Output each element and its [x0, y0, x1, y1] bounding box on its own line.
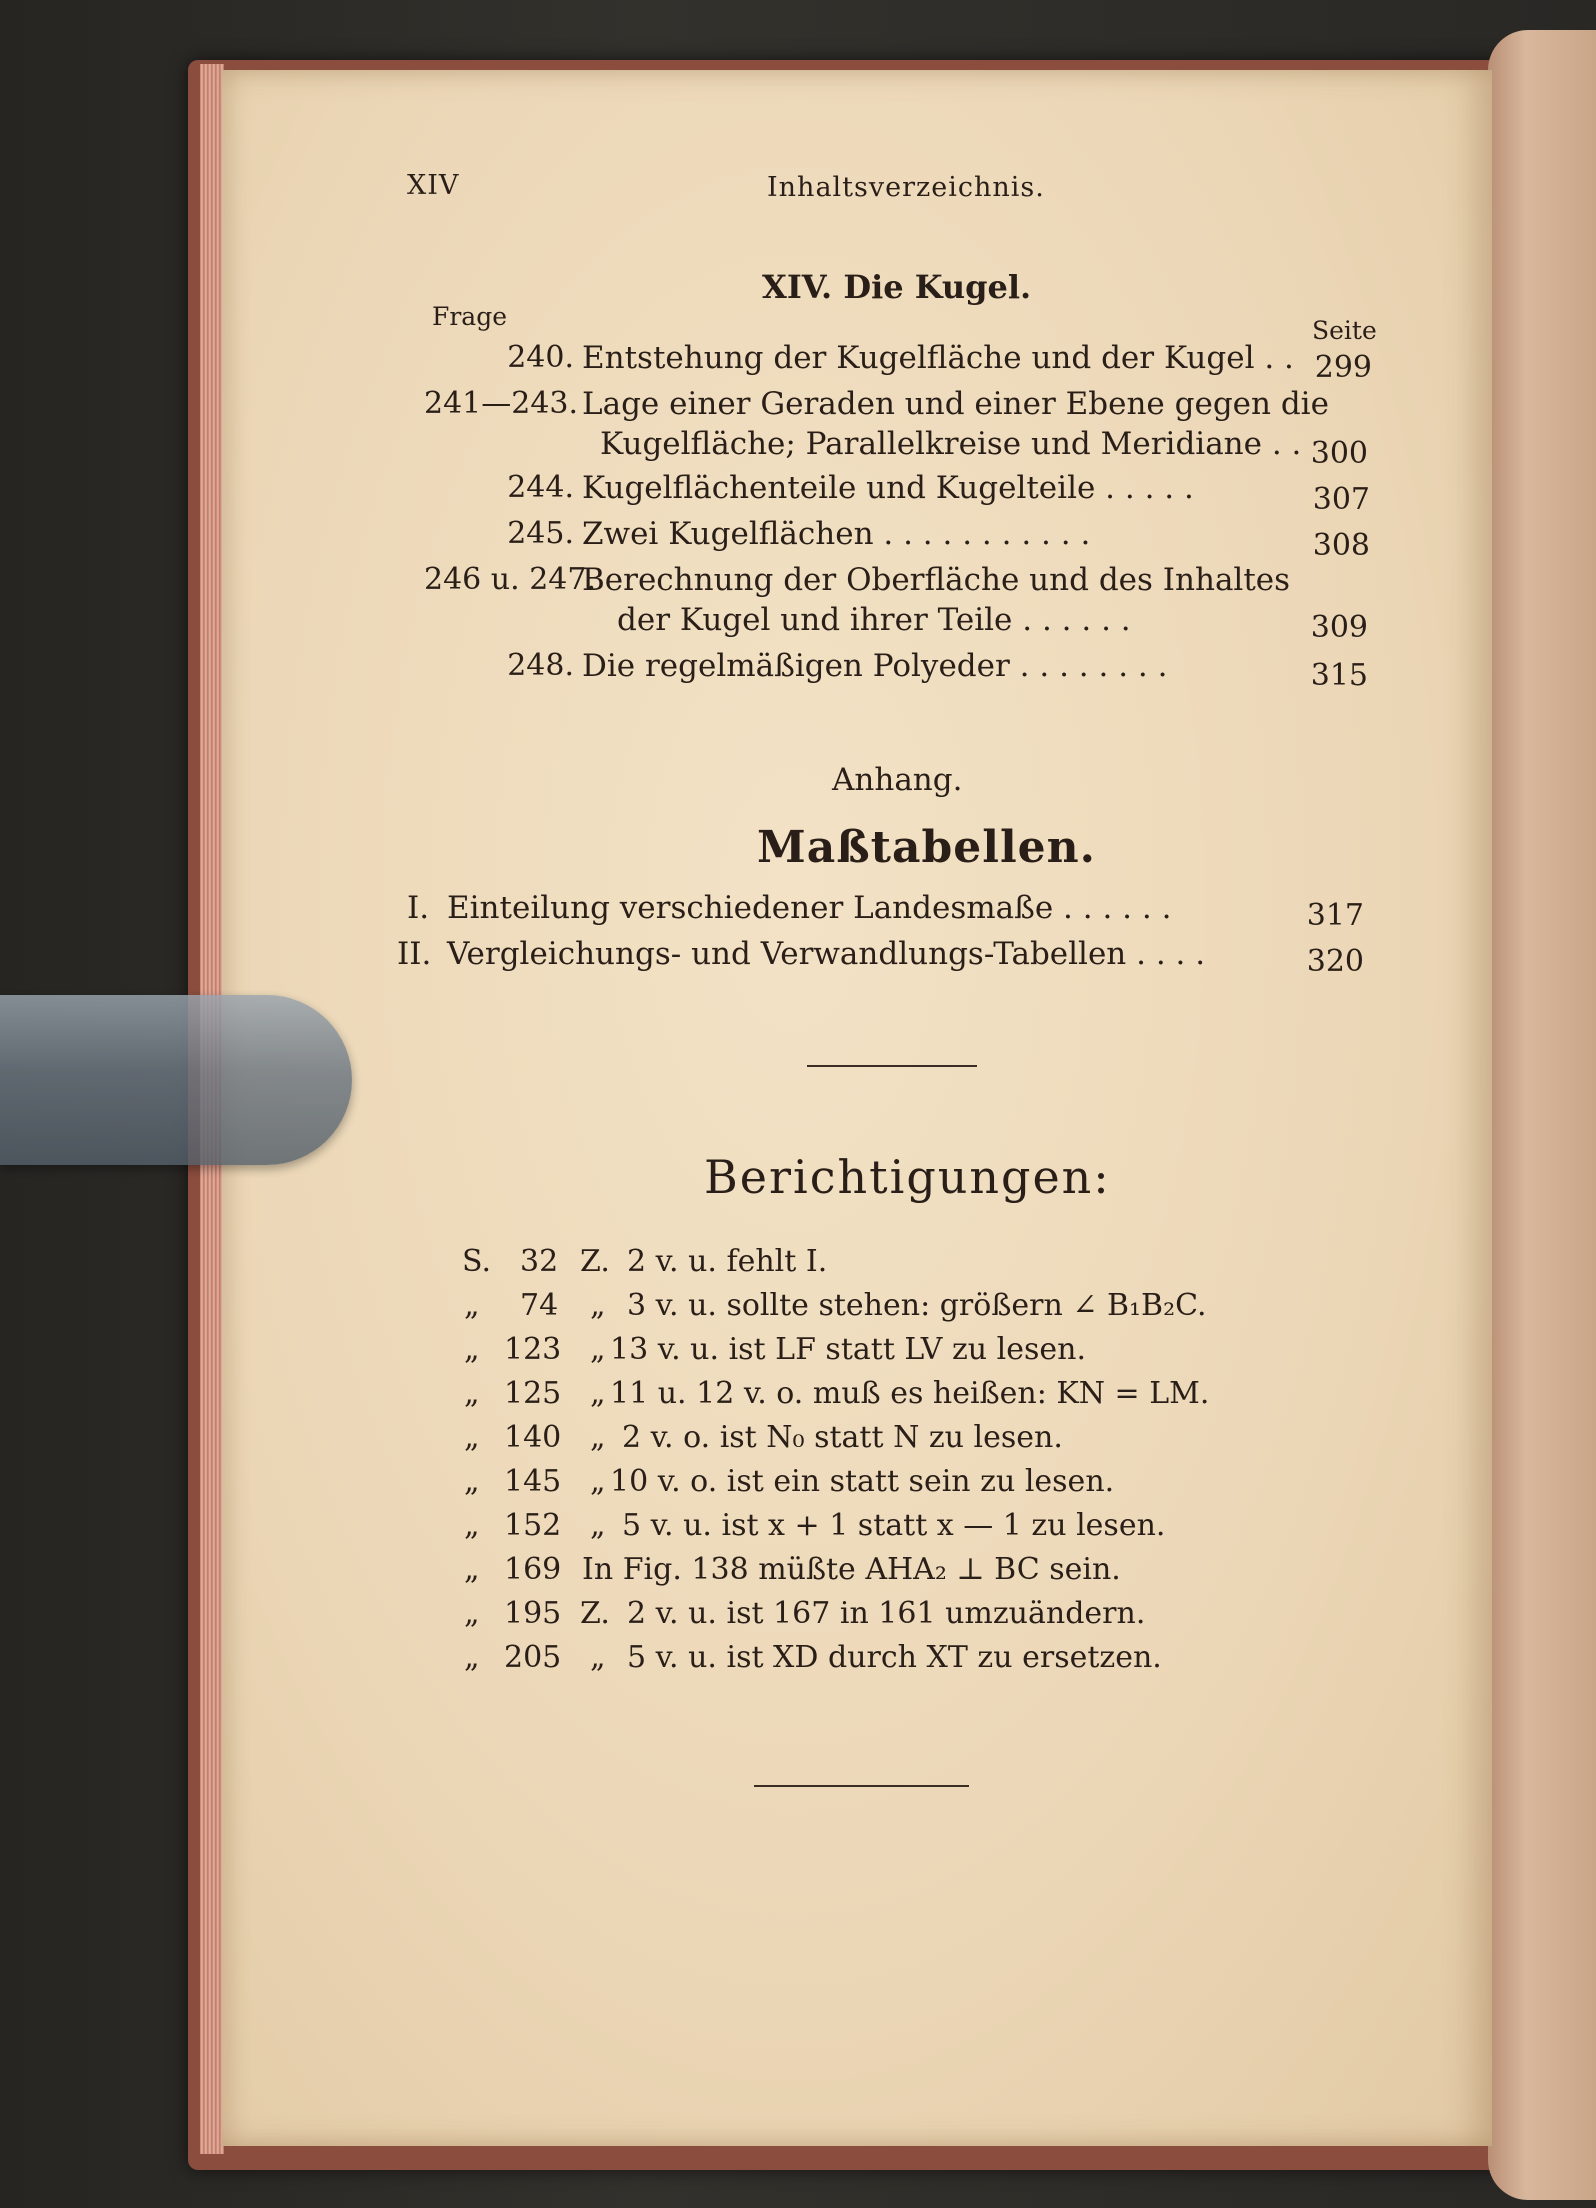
entry-text: Entstehung der Kugelfläche und der Kugel . . — [582, 340, 1294, 376]
correction-prefix: S. — [462, 1244, 492, 1279]
correction-text: In Fig. 138 müßte AHA₂ ⊥ BC sein. — [582, 1552, 1121, 1587]
entry-page: 315 — [1310, 658, 1368, 693]
entry-page: 300 — [1310, 436, 1368, 471]
entry-page: 309 — [1310, 610, 1368, 645]
correction-prefix: „ — [464, 1508, 480, 1543]
correction-page: 169 — [504, 1552, 562, 1587]
correction-page: 74 — [520, 1288, 559, 1323]
correction-line-prefix: „ — [590, 1640, 606, 1675]
correction-prefix: „ — [464, 1420, 480, 1455]
correction-prefix: „ — [464, 1376, 480, 1411]
entry-number: 241—243. — [424, 386, 579, 421]
correction-line-prefix: „ — [590, 1288, 606, 1323]
correction-prefix: „ — [464, 1552, 480, 1587]
correction-text: 11 u. 12 v. o. muß es heißen: KN = LM. — [610, 1376, 1210, 1411]
appendix-entry-page: 317 — [1306, 898, 1364, 933]
correction-line-prefix: Z. — [580, 1596, 610, 1631]
appendix-label: Anhang. — [832, 762, 963, 798]
appendix-entry-page: 320 — [1306, 944, 1364, 979]
corrections-title: Berichtigungen: — [704, 1150, 1111, 1204]
correction-page: 123 — [504, 1332, 562, 1367]
correction-text: 3 v. u. sollte stehen: größern ∠ B₁B₂C. — [627, 1288, 1207, 1323]
entry-text: Berechnung der Oberfläche und des Inhaltes — [582, 562, 1291, 598]
correction-line-prefix: „ — [590, 1464, 606, 1499]
entry-page: 299 — [1314, 350, 1372, 385]
correction-page: 145 — [504, 1464, 562, 1499]
appendix-entry-number: II. — [397, 936, 432, 972]
correction-page: 140 — [504, 1420, 562, 1455]
correction-prefix: „ — [464, 1596, 480, 1631]
correction-text: 13 v. u. ist LF statt LV zu lesen. — [610, 1332, 1086, 1367]
entry-text: Kugelflächenteile und Kugelteile . . . . . — [582, 470, 1194, 506]
column-label-question: Frage — [432, 302, 507, 331]
correction-text: 10 v. o. ist ein statt sein zu lesen. — [610, 1464, 1115, 1499]
entry-page: 307 — [1312, 482, 1370, 517]
correction-text: 5 v. u. ist XD durch XT zu ersetzen. — [627, 1640, 1162, 1675]
entry-number: 244. — [507, 470, 574, 505]
correction-prefix: „ — [464, 1332, 480, 1367]
bookmark-tab — [0, 995, 352, 1165]
correction-page: 152 — [504, 1508, 562, 1543]
correction-page: 125 — [504, 1376, 562, 1411]
appendix-entry-number: I. — [407, 890, 430, 926]
correction-line-prefix: Z. — [580, 1244, 610, 1279]
section-title: XIV. Die Kugel. — [762, 268, 1032, 306]
entry-text: Lage einer Geraden und einer Ebene gegen die — [582, 386, 1329, 422]
correction-prefix: „ — [464, 1288, 480, 1323]
entry-number: 240. — [507, 340, 574, 375]
appendix-entry-text: Vergleichungs- und Verwandlungs-Tabellen . . . . — [447, 936, 1206, 972]
entry-text: Kugelfläche; Parallelkreise und Meridiane . . — [600, 426, 1302, 462]
entry-number: 245. — [507, 516, 574, 551]
correction-text: 2 v. o. ist N₀ statt N zu lesen. — [622, 1420, 1063, 1455]
correction-text: 2 v. u. ist 167 in 161 umzuändern. — [627, 1596, 1146, 1631]
book-page — [222, 70, 1492, 2146]
correction-line-prefix: „ — [590, 1420, 606, 1455]
correction-text: 5 v. u. ist x + 1 statt x — 1 zu lesen. — [622, 1508, 1166, 1543]
correction-prefix: „ — [464, 1640, 480, 1675]
entry-number: 248. — [507, 648, 574, 683]
correction-page: 195 — [504, 1596, 562, 1631]
entry-number: 246 u. 247. — [424, 562, 596, 597]
appendix-entry-text: Einteilung verschiedener Landesmaße . . . . . . — [447, 890, 1172, 926]
appendix-title: Maßtabellen. — [757, 822, 1096, 873]
running-title: Inhaltsverzeichnis. — [767, 172, 1045, 203]
correction-text: 2 v. u. fehlt I. — [627, 1244, 828, 1279]
entry-text: Die regelmäßigen Polyeder . . . . . . . . — [582, 648, 1168, 684]
divider-rule — [754, 1785, 969, 1787]
correction-line-prefix: „ — [590, 1508, 606, 1543]
entry-page: 308 — [1312, 528, 1370, 563]
entry-text: der Kugel und ihrer Teile . . . . . . — [617, 602, 1131, 638]
correction-prefix: „ — [464, 1464, 480, 1499]
entry-text: Zwei Kugelflächen . . . . . . . . . . . — [582, 516, 1091, 552]
divider-rule — [807, 1065, 977, 1067]
correction-line-prefix: „ — [590, 1332, 606, 1367]
correction-page: 32 — [520, 1244, 559, 1279]
correction-line-prefix: „ — [590, 1376, 606, 1411]
facing-page-edge — [1488, 30, 1596, 2200]
correction-page: 205 — [504, 1640, 562, 1675]
page-numeral: XIV — [407, 170, 460, 201]
column-label-page: Seite — [1312, 316, 1377, 345]
